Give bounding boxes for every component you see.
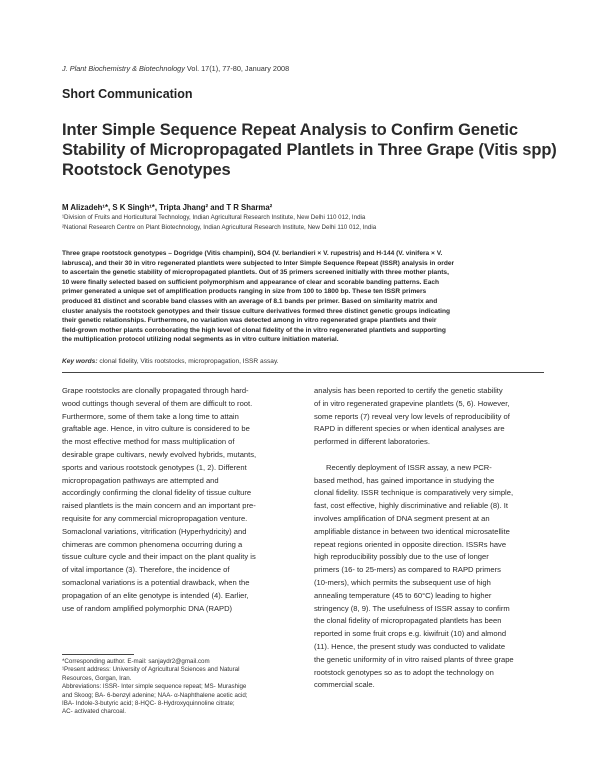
body-line: Recently deployment of ISSR assay, a new PCR-	[326, 462, 492, 472]
body-line: propagation of an elite genotype is intended (4). Earlier,	[62, 590, 249, 600]
body-line: high reproducibility possibly due to the use of longer	[314, 552, 489, 562]
keywords	[62, 358, 279, 365]
body-line: chimeras are common phenomena occurring during a	[62, 539, 243, 549]
body-line: performed in different laboratories.	[314, 437, 430, 447]
affiliation-2: ²National Research Centre on Plant Biotechnology, Indian Agricultural Research Institute, New Delhi 110 012, India	[62, 224, 377, 231]
author-list: M Alizadeh¹*, S K Singh¹*, Tripta Jhang² and T R Sharma²	[62, 203, 273, 212]
body-line: based method, has gained importance in studying the	[314, 475, 495, 485]
body-line: annealing temperature (45 to 60°C) leading to higher	[314, 590, 492, 600]
body-line: analysis has been reported to certify the genetic stability	[314, 386, 503, 395]
title-line: Rootstock Genotypes	[62, 161, 231, 179]
footnote-line: IBA- Indole-3-butyric acid; 8-HQC- 8-Hydroxyquinnoline citrate;	[62, 700, 235, 708]
footnote-line: and Skoog; BA- 6-benzyl adenine; NAA- α-Naphthalene acetic acid;	[62, 691, 248, 699]
abstract-line: the multiplication protocol utilizing nodal segments as in vitro culture initiation material.	[62, 336, 339, 344]
abstract	[62, 249, 544, 345]
abstract-line: their genetic relationships. Furthermore, no variation was detected among in vitro regenerated grape plantlets and their	[62, 317, 437, 325]
keywords-text: clonal fidelity, Vitis rootstocks, micropropagation, ISSR assay.	[99, 358, 279, 365]
article-title	[62, 120, 562, 180]
body-line: of in vitro regenerated grapevine plantlets (5, 6). However,	[314, 398, 510, 408]
body-line: involves amplification of DNA segment present at an	[314, 513, 490, 523]
body-line: reported in some fruit crops e.g. kiwifruit (10) and almond	[314, 629, 507, 639]
title-line: Stability of Micropropagated Plantlets in Three Grape (Vitis spp)	[62, 141, 557, 159]
footnote-line: *Corresponding author. E-mail: sanjaydr2@gmail.com	[62, 658, 210, 665]
body-line: sports and various rootstock genotypes (1, 2). Different	[62, 462, 247, 472]
keywords-label: Key words:	[62, 358, 98, 365]
body-line: requisite for any commercial micropropagation venture.	[62, 513, 248, 523]
body-line: graftable age. Hence, in vitro culture is considered to be	[62, 424, 250, 434]
footnote-line: Resources, Gorgan, Iran.	[62, 674, 132, 682]
footnote-line: ¹Present address: University of Agricultural Sciences and Natural	[62, 666, 240, 674]
footnote-divider	[62, 654, 134, 655]
body-line: fast, cost effective, highly discriminative and reliable (8). It	[314, 501, 509, 511]
title-line: Inter Simple Sequence Repeat Analysis to Confirm Genetic	[62, 121, 518, 139]
paragraph-gap	[314, 449, 556, 462]
body-line: the genetic uniformity of in vitro raised plants of three grape	[314, 654, 514, 664]
abstract-line: Three grape rootstock genotypes – Dogridge (Vitis champini), SO4 (V. berlandieri × V. rupestris) and H-144 (V. vinifera × V.	[62, 250, 443, 257]
footnote-line: AC- activated charcoal.	[62, 708, 126, 716]
body-line: micropropagation pathways are attempted and	[62, 475, 219, 485]
abstract-line: cluster analysis the rootstock genotypes and their tissue culture derivatives formed three distinct genetic groups indicating	[62, 307, 451, 315]
keywords-divider	[62, 372, 544, 373]
body-line: commercial scale.	[314, 680, 375, 690]
body-line: the clonal fidelity of micropropagated plantlets has been	[314, 616, 502, 626]
affiliation-1: ¹Division of Fruits and Horticultural Technology, Indian Agricultural Research Institute, New Delhi 110 012, India	[62, 214, 366, 221]
body-line: Furthermore, some of them take a long time to attain	[62, 411, 239, 421]
section-label: Short Communication	[62, 87, 193, 101]
body-line: repeat regions oriented in opposite direction. ISSRs have	[314, 539, 507, 549]
body-left-column	[62, 385, 304, 615]
footnotes	[62, 658, 306, 717]
body-right-column	[314, 385, 556, 692]
journal-citation: Vol. 17(1), 77-80, January 2008	[186, 64, 290, 73]
body-line: Grape rootstocks are clonally propagated through hard-	[62, 386, 249, 395]
journal-header	[62, 64, 289, 73]
body-line: somaclonal variations is a potential drawback, when the	[62, 577, 250, 587]
body-line: of vital importance (3). Therefore, the incidence of	[62, 565, 230, 575]
body-line: (11). Hence, the present study was conducted to validate	[314, 641, 506, 651]
body-line: tissue culture cycle and their impact on the plant quality is	[62, 552, 256, 562]
body-line: stringency (8, 9). The usefulness of ISSR assay to confirm	[314, 603, 510, 613]
abstract-line: produced 81 distinct and scorable band classes with an average of 8.1 bands per primer. Based on similarity matrix and	[62, 297, 438, 305]
abstract-line: 10 were finally selected based on sufficient polymorphism and appearance of clear and scorable banding patterns. Each	[62, 278, 440, 286]
body-line: RAPD in different species or when identical analyses are	[314, 424, 505, 434]
body-line: rootstock genotypes so as to adopt the technology on	[314, 667, 494, 677]
body-line: raised plantlets is the main concern and an important pre-	[62, 501, 256, 511]
body-line: Somaclonal variations, vitrification (Hyperhydricity) and	[62, 526, 247, 536]
journal-name: J. Plant Biochemistry & Biotechnology	[62, 64, 185, 73]
footnote-line: Abbreviations: ISSR- Inter simple sequence repeat; MS- Murashige	[62, 683, 247, 691]
body-line: accordingly confirming the clonal fidelity of tissue culture	[62, 488, 252, 498]
body-line: desirable grape cultivars, newly evolved hybrids, mutants,	[62, 449, 257, 459]
body-line: the most effective method for mass multiplication of	[62, 437, 235, 447]
body-line: some reports (7) reveal very low levels of reproducibility of	[314, 411, 510, 421]
body-line: amplifiable distance in between two identical microsatellite	[314, 526, 510, 536]
body-line: use of random amplified polymorphic DNA (RAPD)	[62, 603, 233, 613]
body-line: (10-mers), which permits the subsequent use of high	[314, 577, 491, 587]
body-line: primers (16- to 25-mers) as compared to RAPD primers	[314, 565, 501, 575]
abstract-line: primer generated a unique set of amplification products ranging in size from 100 to 1800 bp. These ten ISSR primers	[62, 288, 427, 296]
abstract-line: field-grown mother plants corroborating the high level of clonal fidelity of the in vitro regenerated plantlets and supporting	[62, 326, 446, 334]
body-line: wood cuttings though several of them are difficult to root.	[62, 398, 253, 408]
abstract-line: to ascertain the genetic stability of micropropagated plantlets. Out of 35 primers screened initially with three mother plants,	[62, 269, 449, 277]
body-line: clonal fidelity. ISSR technique is comparatively very simple,	[314, 488, 514, 498]
abstract-line: labrusca), and their 30 in vitro regenerated plantlets were subjected to Inter Simple Sequence Repeat (ISSR) analysis in order	[62, 259, 455, 267]
